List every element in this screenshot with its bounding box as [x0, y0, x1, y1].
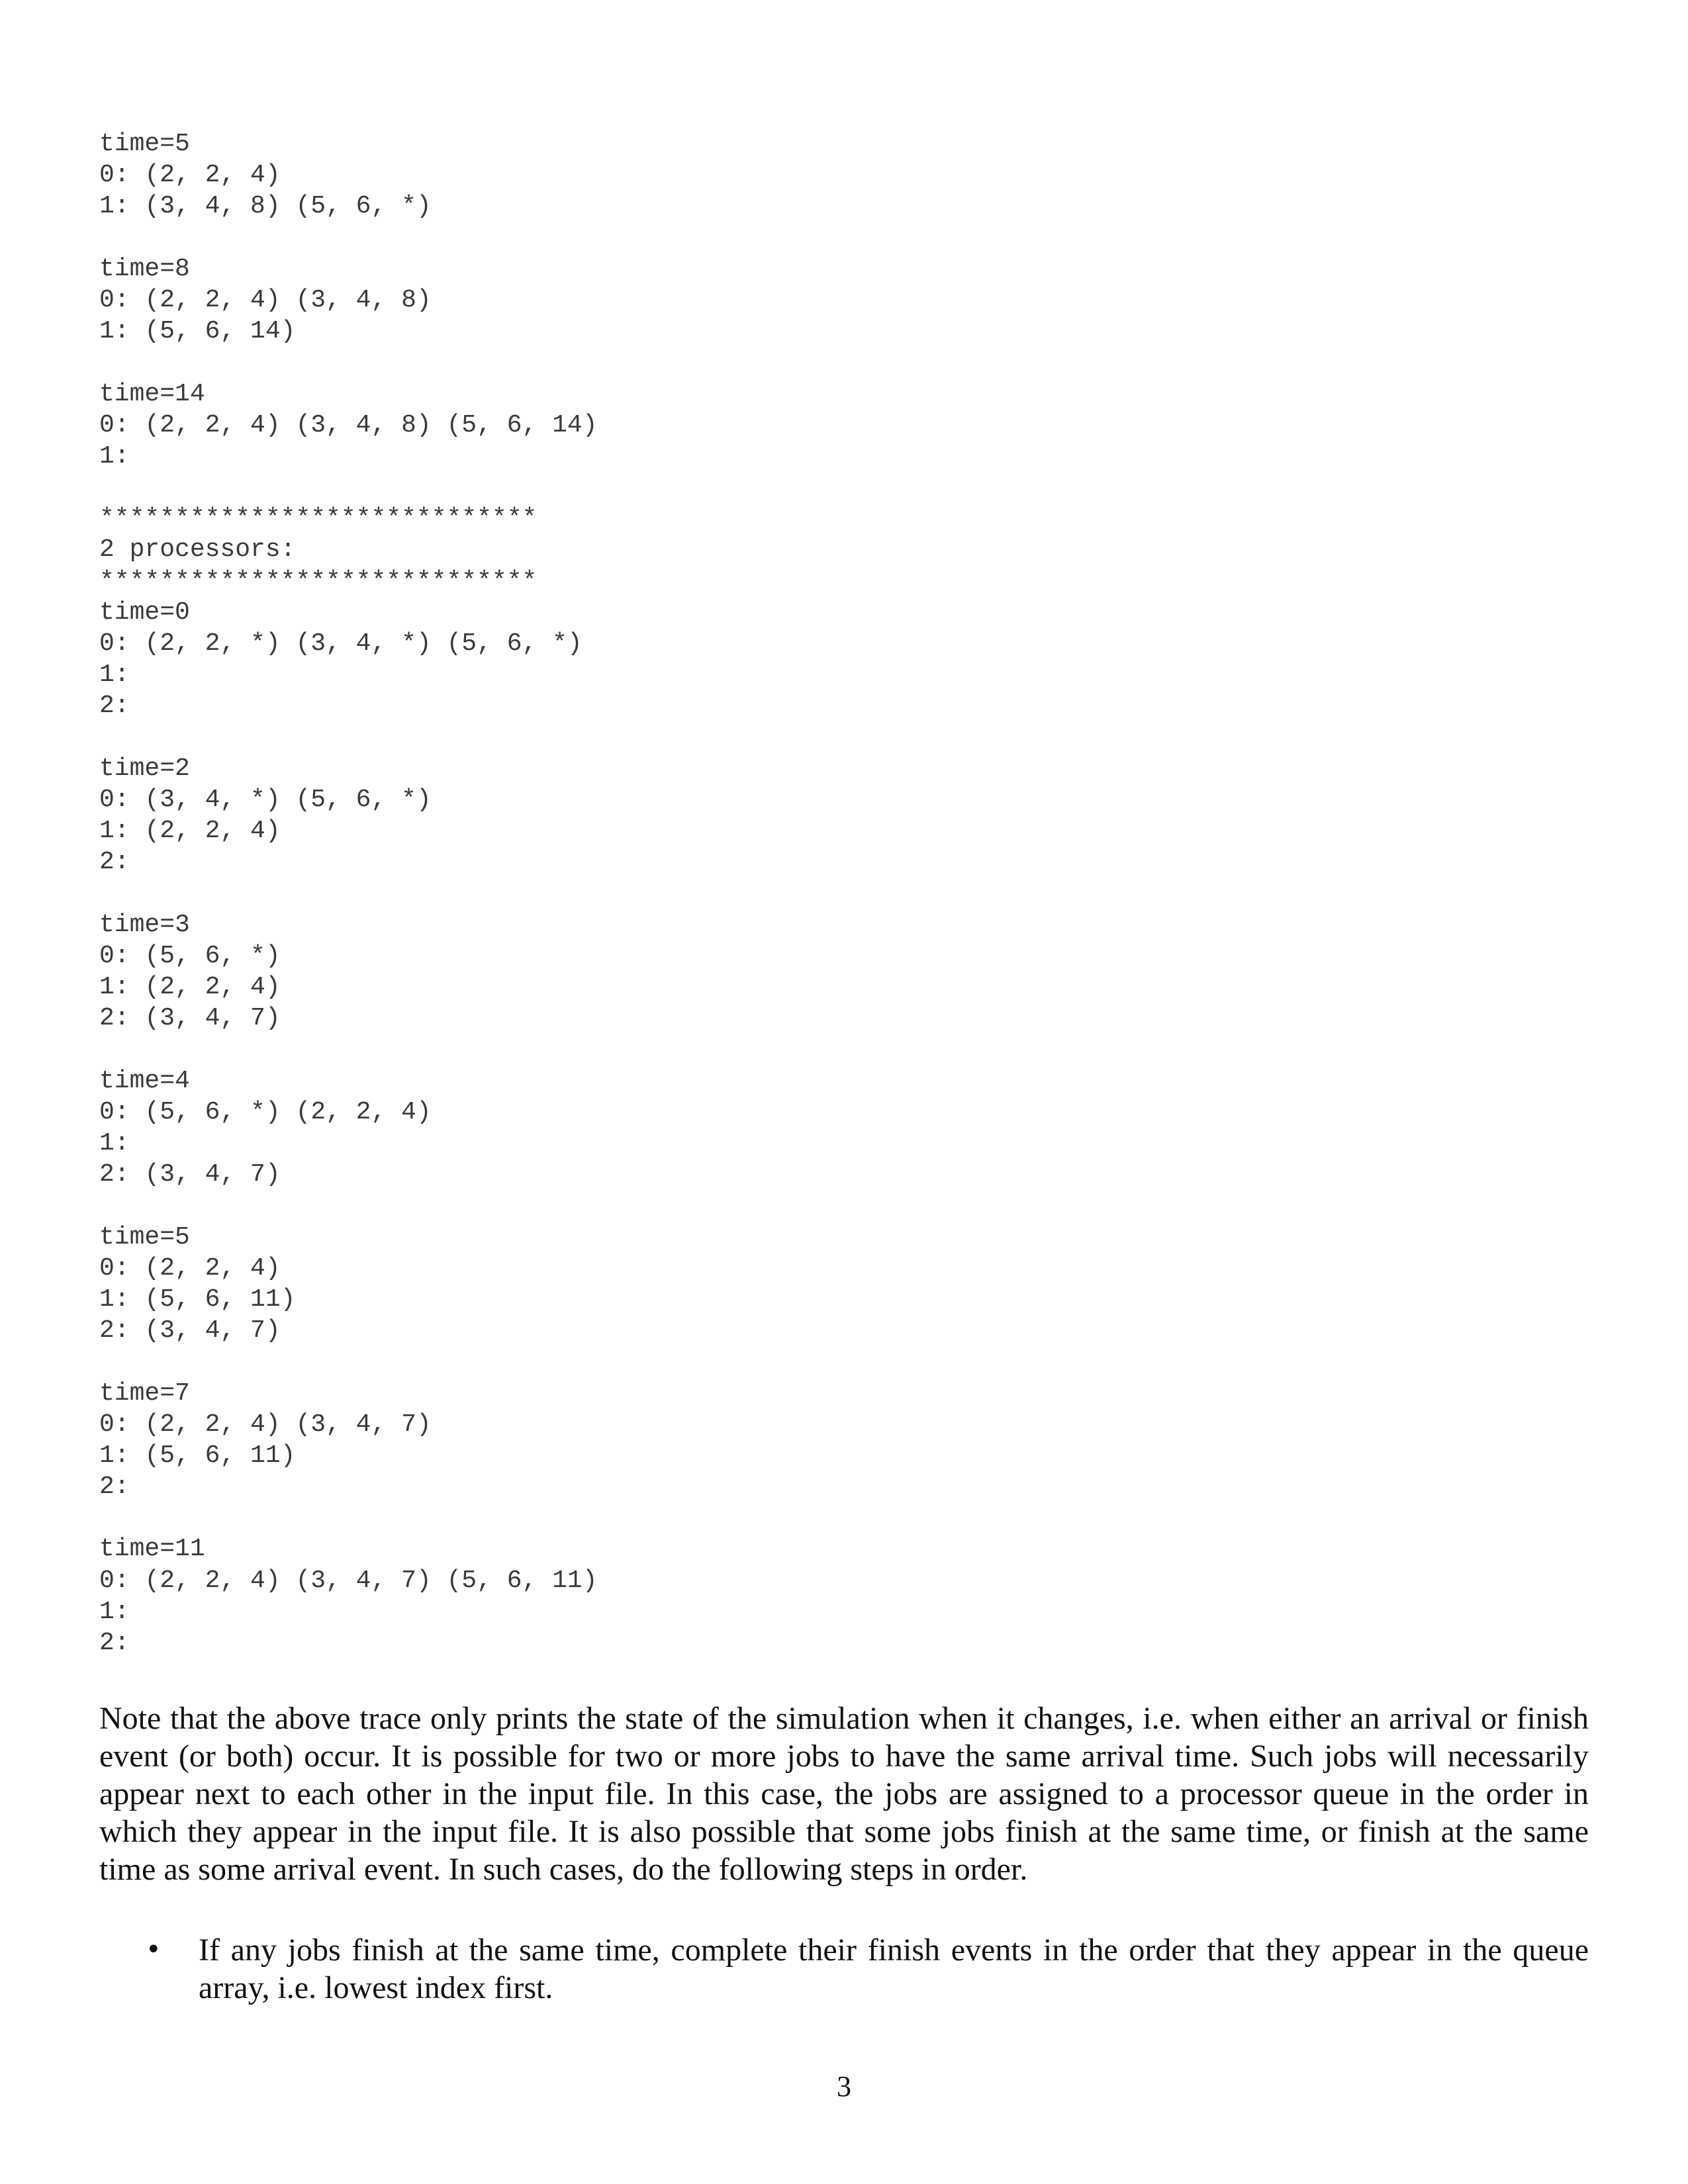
trace-line: 0: (2, 2, 4): [99, 161, 281, 190]
rule-item: [99, 1931, 1589, 2007]
trace-blank-line: [99, 722, 1158, 753]
explanation-paragraph: Note that the above trace only prints the state of the simulation when it changes, i.e. when either an arrival or finish event (or both) occur. It is possible for two or more jobs to have the same arrival time. Such jobs will necessarily appear next to each other in the input file. In this case, the jobs are assigned to a processor queue in the order in which they appear in the input file. It is also possible that some jobs finish at the same time, or finish at the same time as some arrival event. In such cases, do the following steps in order.: [99, 1701, 1589, 1887]
trace-line: time=5: [99, 130, 190, 158]
trace-line: 2:: [99, 1629, 130, 1657]
trace-blank-line: [99, 878, 1158, 909]
trace-line: time=8: [99, 254, 190, 283]
trace-line: 2: (3, 4, 7): [99, 1004, 281, 1033]
trace-blank-line: [99, 1190, 1158, 1221]
trace-line: 1: (2, 2, 4): [99, 817, 281, 846]
trace-line: *****************************: [99, 504, 538, 533]
trace-line: 1: (3, 4, 8) (5, 6, *): [99, 192, 432, 221]
trace-line: 1: (5, 6, 11): [99, 1441, 296, 1470]
trace-line: time=7: [99, 1379, 190, 1408]
trace-blank-line: [99, 347, 1158, 378]
simulation-trace: [99, 128, 1158, 1659]
trace-line: time=5: [99, 1222, 190, 1251]
trace-line: time=0: [99, 598, 190, 627]
page-number: 3: [837, 2070, 851, 2103]
trace-line: 0: (2, 2, 4) (3, 4, 8): [99, 285, 432, 314]
trace-line: *****************************: [99, 567, 538, 596]
trace-line: 0: (2, 2, *) (3, 4, *) (5, 6, *): [99, 629, 583, 658]
trace-line: 0: (3, 4, *) (5, 6, *): [99, 785, 432, 814]
trace-line: 0: (5, 6, *): [99, 941, 281, 970]
trace-line: 0: (2, 2, 4) (3, 4, 8) (5, 6, 14): [99, 410, 598, 439]
trace-line: time=2: [99, 754, 190, 783]
trace-line: 2: (3, 4, 7): [99, 1316, 281, 1345]
trace-line: 0: (5, 6, *) (2, 2, 4): [99, 1097, 432, 1126]
trace-blank-line: [99, 1034, 1158, 1065]
trace-line: 2:: [99, 1473, 130, 1502]
trace-blank-line: [99, 222, 1158, 253]
bullet-icon: •: [146, 1934, 162, 1965]
trace-line: 1: (2, 2, 4): [99, 973, 281, 1002]
trace-blank-line: [99, 1502, 1158, 1533]
trace-line: time=3: [99, 910, 190, 939]
trace-line: 1:: [99, 660, 130, 690]
rules-list: [99, 1931, 1589, 2007]
trace-line: 1: (5, 6, 14): [99, 317, 296, 346]
trace-line: 2:: [99, 692, 130, 721]
trace-line: 2 processors:: [99, 535, 296, 565]
trace-line: 2:: [99, 848, 130, 877]
trace-line: time=11: [99, 1535, 205, 1564]
trace-line: 1: (5, 6, 11): [99, 1285, 296, 1314]
trace-blank-line: [99, 472, 1158, 503]
trace-blank-line: [99, 1346, 1158, 1377]
trace-line: 1:: [99, 441, 130, 471]
trace-line: 0: (2, 2, 4) (3, 4, 7): [99, 1410, 432, 1439]
rule-text: If any jobs finish at the same time, complete their finish events in the order that they appear in the queue array, i.e. lowest index first.: [199, 1933, 1589, 2005]
trace-line: 0: (2, 2, 4) (3, 4, 7) (5, 6, 11): [99, 1566, 598, 1595]
trace-line: 0: (2, 2, 4): [99, 1253, 281, 1283]
trace-line: 1:: [99, 1597, 130, 1626]
trace-line: time=14: [99, 379, 205, 408]
trace-line: 1:: [99, 1129, 130, 1158]
trace-line: 2: (3, 4, 7): [99, 1160, 281, 1189]
trace-line: time=4: [99, 1066, 190, 1095]
